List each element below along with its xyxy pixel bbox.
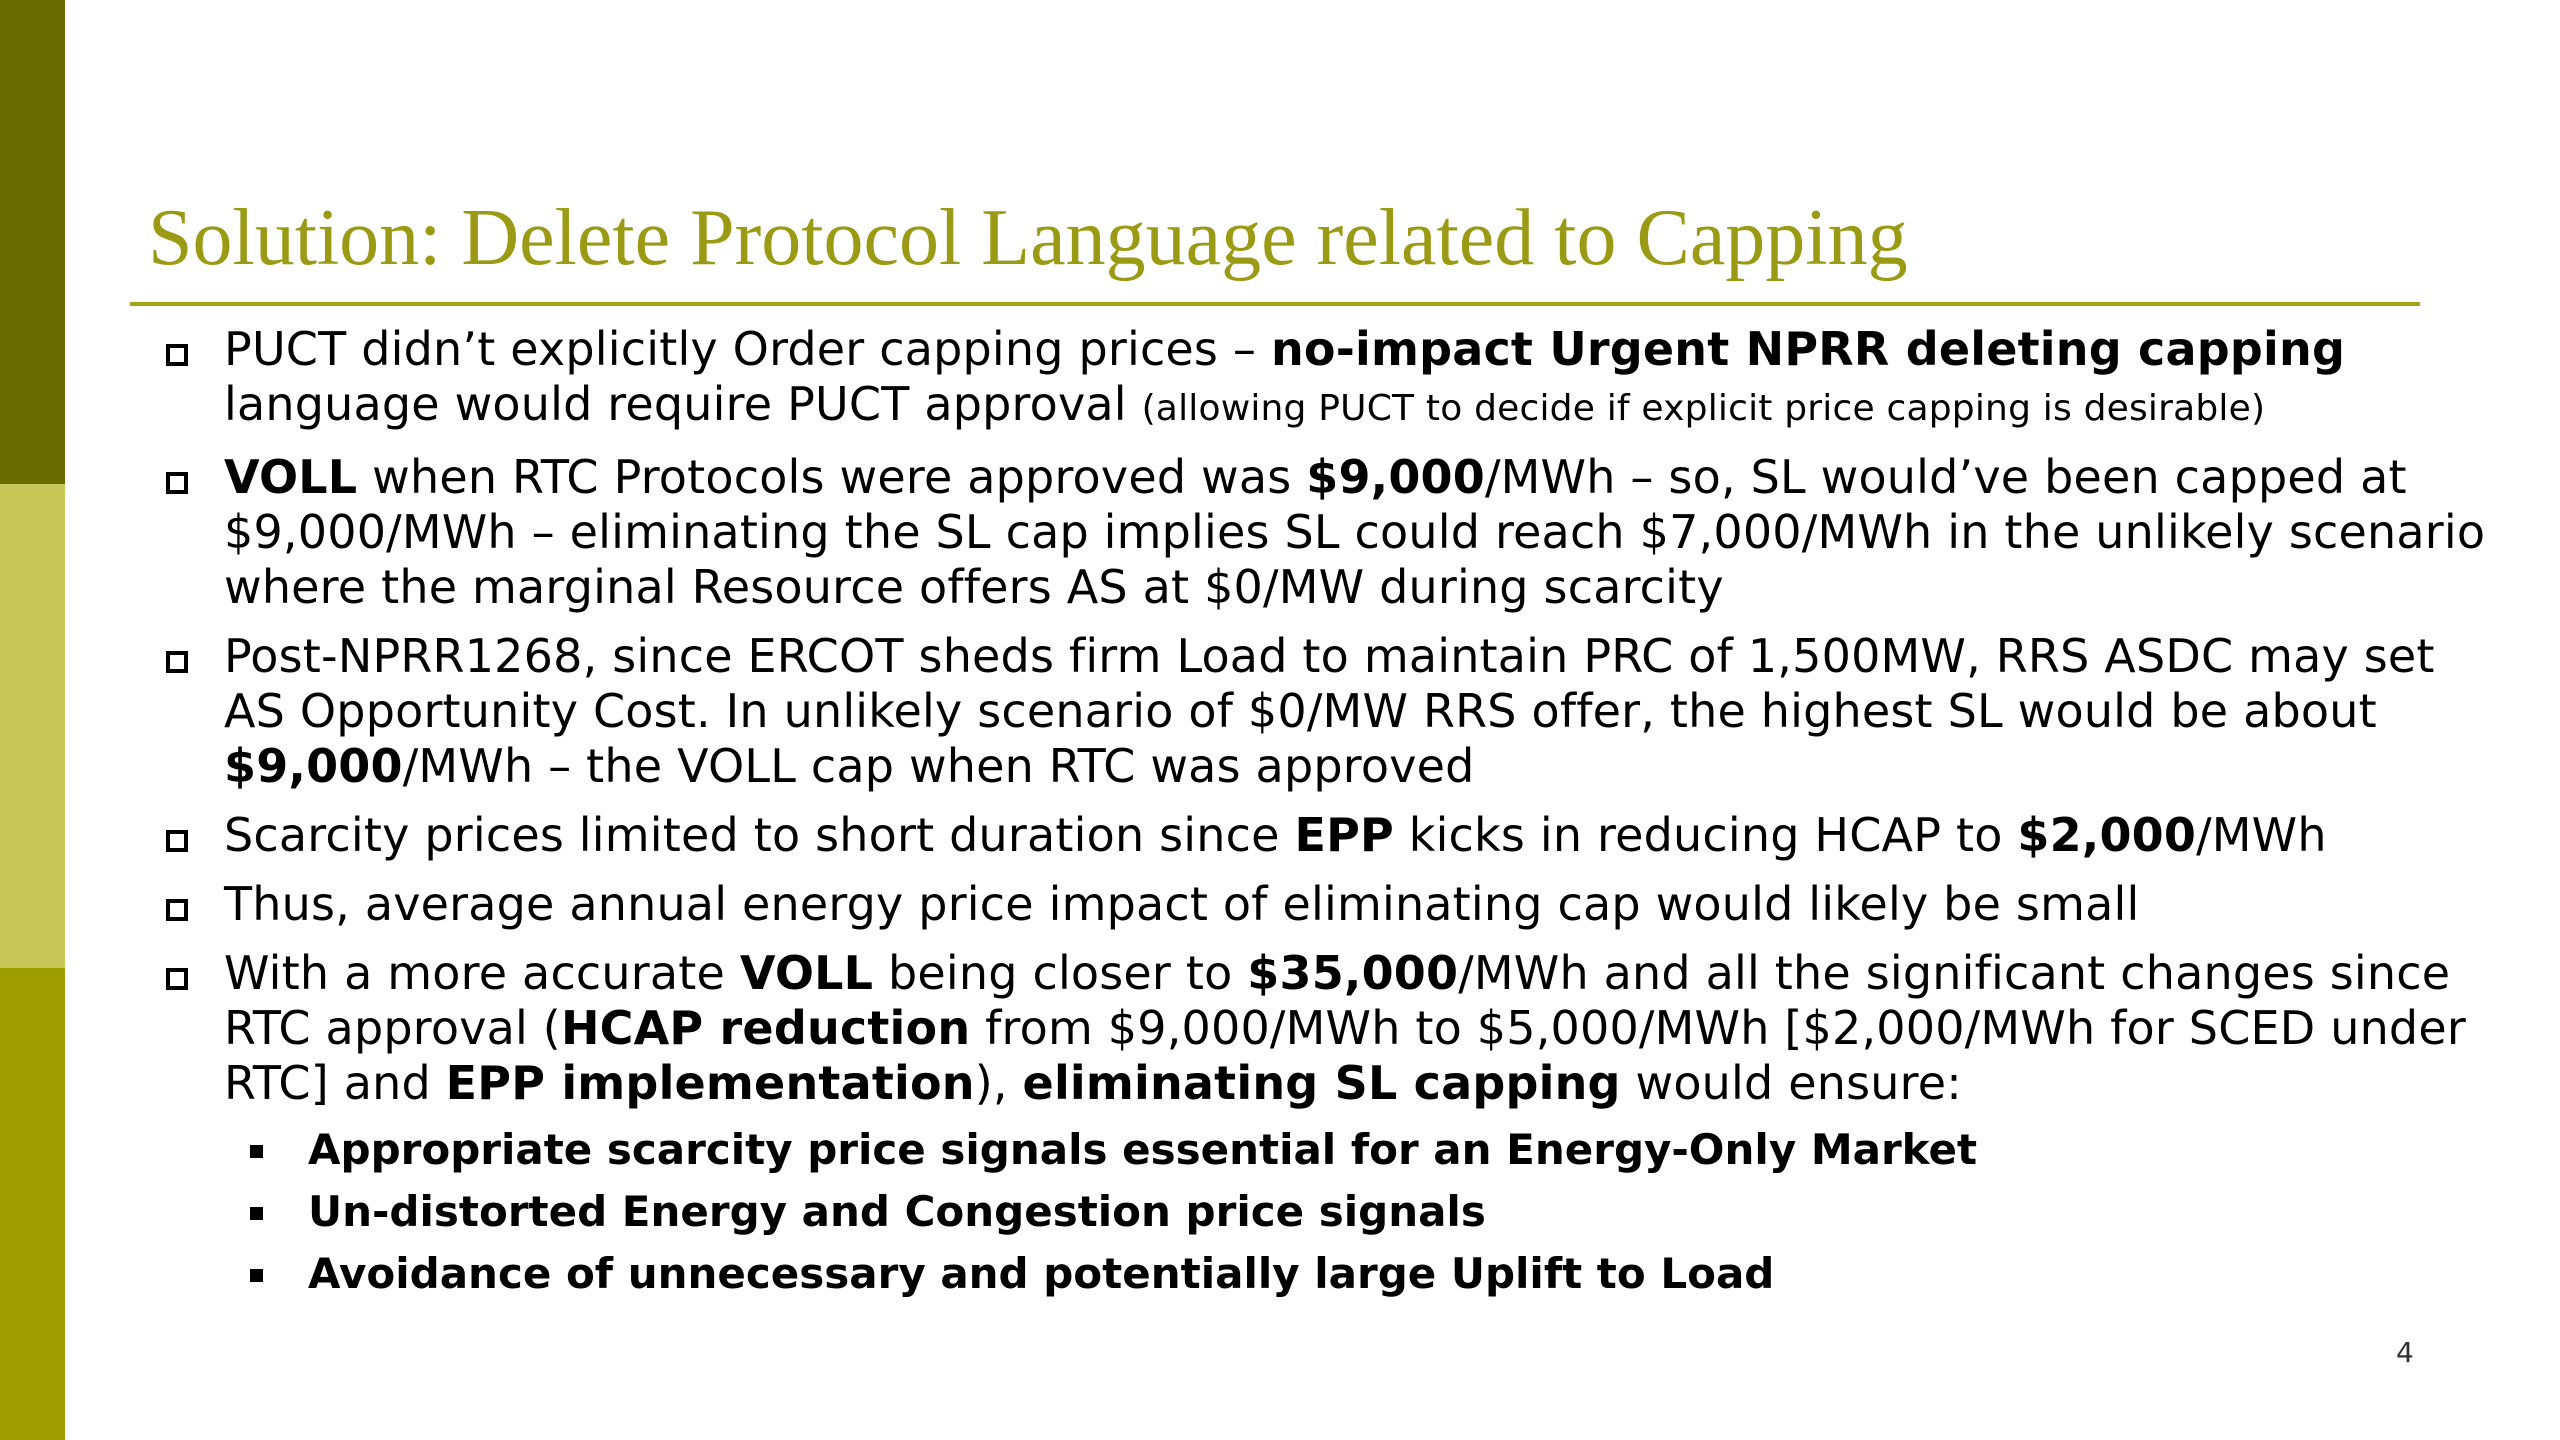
sub-bullet-item (160, 1243, 2500, 1305)
sub-bullet-text: Appropriate scarcity price signals essential for an Energy-Only Market (308, 1125, 1978, 1174)
bullet-text: With a more accurate (224, 946, 740, 1000)
hollow-square-bullet-icon (166, 344, 188, 366)
bullet-text-bold: $9,000 (1306, 450, 1485, 504)
bullet-item (160, 877, 2500, 932)
bullet-text: Post-NPRR1268, since ERCOT sheds firm Load to maintain PRC of 1,500MW, RRS ASDC may set AS Opportunity Cost. In unlikely scenario of $0/MW RRS offer, the highest SL would be about (224, 629, 2435, 738)
bullet-text: Thus, average annual energy price impact of eliminating cap would likely be small (224, 877, 2140, 931)
hollow-square-bullet-icon (166, 899, 188, 921)
bullet-text-bold: EPP implementation (445, 1056, 975, 1110)
bullet-text: /MWh – the VOLL cap when RTC was approved (402, 739, 1475, 793)
bullet-item (160, 450, 2500, 615)
bullet-text-bold: no-impact Urgent NPRR deleting capping (1270, 322, 2346, 376)
sub-bullet-list (160, 1119, 2500, 1305)
bullet-text: Scarcity prices limited to short duration since (224, 808, 1295, 862)
bullet-text-bold: $9,000 (224, 739, 403, 793)
filled-square-bullet-icon (250, 1269, 263, 1282)
hollow-square-bullet-icon (166, 651, 188, 673)
filled-square-bullet-icon (250, 1145, 263, 1158)
sidebar-segment-dark (0, 0, 65, 484)
bullet-text: language would require PUCT approval (224, 377, 1142, 431)
bullet-text: would ensure: (1620, 1056, 1962, 1110)
bullet-text: /MWh and all the significant changes since RTC approval ( (224, 946, 2451, 1055)
bullet-text-bold: HCAP reduction (560, 1001, 971, 1055)
bullet-text-bold: VOLL (224, 450, 358, 504)
bullet-item (160, 946, 2500, 1111)
title-underline (130, 302, 2420, 306)
bullet-text: (allowing PUCT to decide if explicit price capping is desirable) (1141, 388, 2266, 429)
bullet-text-bold: eliminating SL capping (1022, 1056, 1621, 1110)
bullet-text: when RTC Protocols were approved was (357, 450, 1307, 504)
page-number: 4 (2396, 1336, 2414, 1369)
bullet-text-bold: VOLL (739, 946, 874, 1000)
bullet-text: ), (974, 1056, 1023, 1110)
sub-bullet-text: Un-distorted Energy and Congestion price signals (308, 1187, 1486, 1236)
bullet-text: from $9,000/MWh to $5,000/MWh [$2,000/MWh for SCED under RTC] and (224, 1001, 2466, 1110)
bullet-text: /MWh (2196, 808, 2327, 862)
bullet-text: PUCT didn’t explicitly Order capping prices – (224, 322, 1271, 376)
bullet-text: /MWh – so, SL would’ve been capped at $9,000/MWh – eliminating the SL cap implies SL could reach $7,000/MWh in the unlikely scenario where the marginal Resource offers AS at $0/MW during scarcity (224, 450, 2486, 614)
bullet-item (160, 629, 2500, 794)
sidebar-segment-light (0, 484, 65, 968)
bullet-text-bold: $35,000 (1247, 946, 1459, 1000)
hollow-square-bullet-icon (166, 830, 188, 852)
bullet-list (160, 322, 2500, 1305)
sub-bullet-item (160, 1181, 2500, 1243)
sub-bullet-item (160, 1119, 2500, 1181)
hollow-square-bullet-icon (166, 968, 188, 990)
bullet-item (160, 808, 2500, 863)
slide-title: Solution: Delete Protocol Language related to Capping (148, 194, 1908, 282)
sub-bullet-text: Avoidance of unnecessary and potentially large Uplift to Load (308, 1249, 1775, 1298)
bullet-text: being closer to (873, 946, 1248, 1000)
sidebar-segment-mid (0, 968, 65, 1440)
bullet-item (160, 322, 2500, 436)
bullet-text-bold: EPP (1294, 808, 1394, 862)
bullet-text: kicks in reducing HCAP to (1393, 808, 2018, 862)
hollow-square-bullet-icon (166, 472, 188, 494)
filled-square-bullet-icon (250, 1207, 263, 1220)
bullet-text-bold: $2,000 (2017, 808, 2197, 862)
